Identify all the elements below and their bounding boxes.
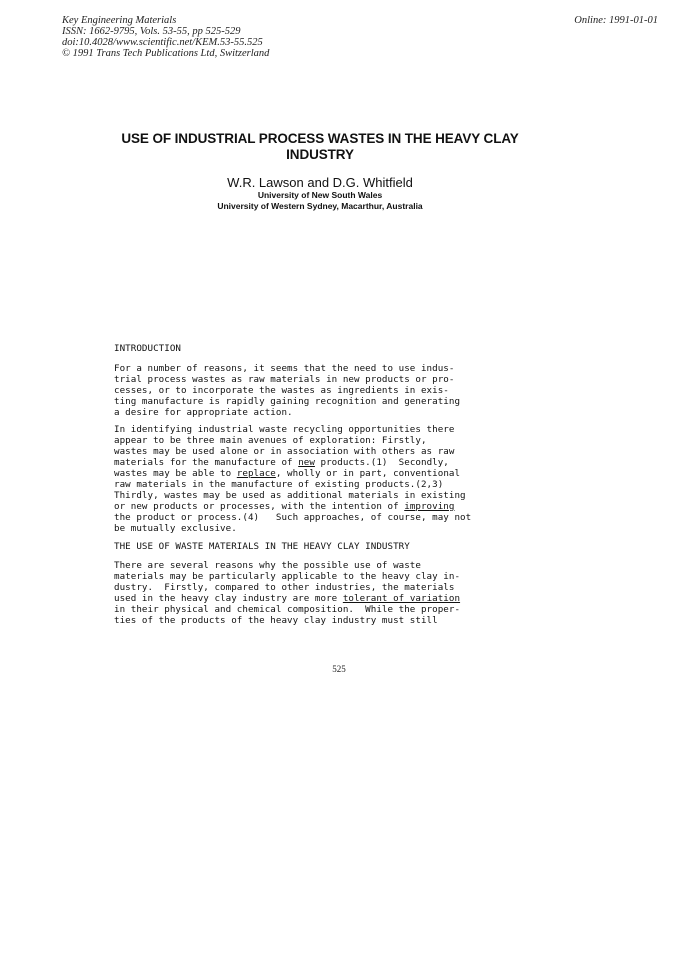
copyright-line: © 1991 Trans Tech Publications Ltd, Switzerland — [62, 48, 270, 59]
section-heading-introduction: INTRODUCTION — [114, 343, 181, 354]
text-line: ting manufacture is rapidly gaining recognition and generating — [114, 395, 461, 407]
text-line: For a number of reasons, it seems that the need to use indus- — [114, 362, 455, 374]
underlined-term: replace — [236, 468, 276, 480]
text-line: , wholly or in part, conventional — [275, 468, 461, 480]
text-line: products.(1) Secondly, — [314, 457, 449, 469]
title-block — [100, 131, 540, 212]
affiliation-2: University of Western Sydney, Macarthur, Australia — [217, 201, 423, 211]
text-line: There are several reasons why the possible use of waste — [114, 560, 421, 572]
text-line: the product or process.(4) Such approaches, of course, may not — [114, 511, 472, 523]
text-line: appear to be three main avenues of exploration: Firstly, — [114, 435, 427, 447]
text-line: wastes may be used alone or in association with others as raw — [114, 446, 455, 458]
text-line: trial process wastes as raw materials in new products or pro- — [114, 373, 455, 385]
doi-line[interactable]: doi:10.4028/www.scientific.net/KEM.53-55.525 — [62, 37, 263, 48]
text-line: in their physical and chemical composition. While the proper- — [114, 604, 461, 616]
underlined-term: improving — [404, 500, 455, 512]
page-number: 525 — [332, 664, 346, 674]
underlined-term: tolerant of variation — [342, 593, 461, 605]
text-line: a desire for appropriate action. — [114, 406, 293, 418]
paper-title-line-2: INDUSTRY — [286, 147, 354, 162]
waste-paragraph-1 — [114, 561, 554, 626]
journal-name: Key Engineering Materials — [62, 15, 177, 26]
text-line: materials for the manufacture of — [114, 457, 299, 469]
underlined-term: new — [298, 457, 315, 469]
text-line: or new products or processes, with the intention of — [114, 500, 405, 512]
paper-title — [100, 131, 540, 163]
text-line: ties of the products of the heavy clay industry must still — [114, 614, 438, 626]
intro-paragraph-1 — [114, 364, 554, 419]
online-date: Online: 1991-01-01 — [574, 15, 658, 26]
text-line: used in the heavy clay industry are more — [114, 593, 343, 605]
text-line: raw materials in the manufacture of existing products.(2,3) — [114, 478, 444, 490]
section-heading-waste-materials: THE USE OF WASTE MATERIALS IN THE HEAVY CLAY INDUSTRY — [114, 540, 410, 552]
authors: W.R. Lawson and D.G. Whitfield — [227, 175, 413, 190]
affiliation-1: University of New South Wales — [257, 190, 383, 200]
text-line: cesses, or to incorporate the wastes as ingredients in exis- — [114, 384, 449, 396]
intro-paragraph-2 — [114, 425, 554, 534]
text-line: wastes may be able to — [114, 468, 237, 480]
issn-line: ISSN: 1662-9795, Vols. 53-55, pp 525-529 — [62, 26, 241, 37]
text-line: be mutually exclusive. — [114, 522, 237, 534]
journal-citation-block — [62, 15, 269, 59]
text-line: In identifying industrial waste recycling opportunities there — [114, 424, 455, 436]
body-text — [114, 344, 554, 634]
paper-title-line-1: USE OF INDUSTRIAL PROCESS WASTES IN THE HEAVY CLAY — [121, 131, 519, 146]
text-line: materials may be particularly applicable to the heavy clay in- — [114, 571, 461, 583]
text-line: Thirdly, wastes may be used as additional materials in existing — [114, 489, 466, 501]
text-line: dustry. Firstly, compared to other industries, the materials — [114, 582, 455, 594]
